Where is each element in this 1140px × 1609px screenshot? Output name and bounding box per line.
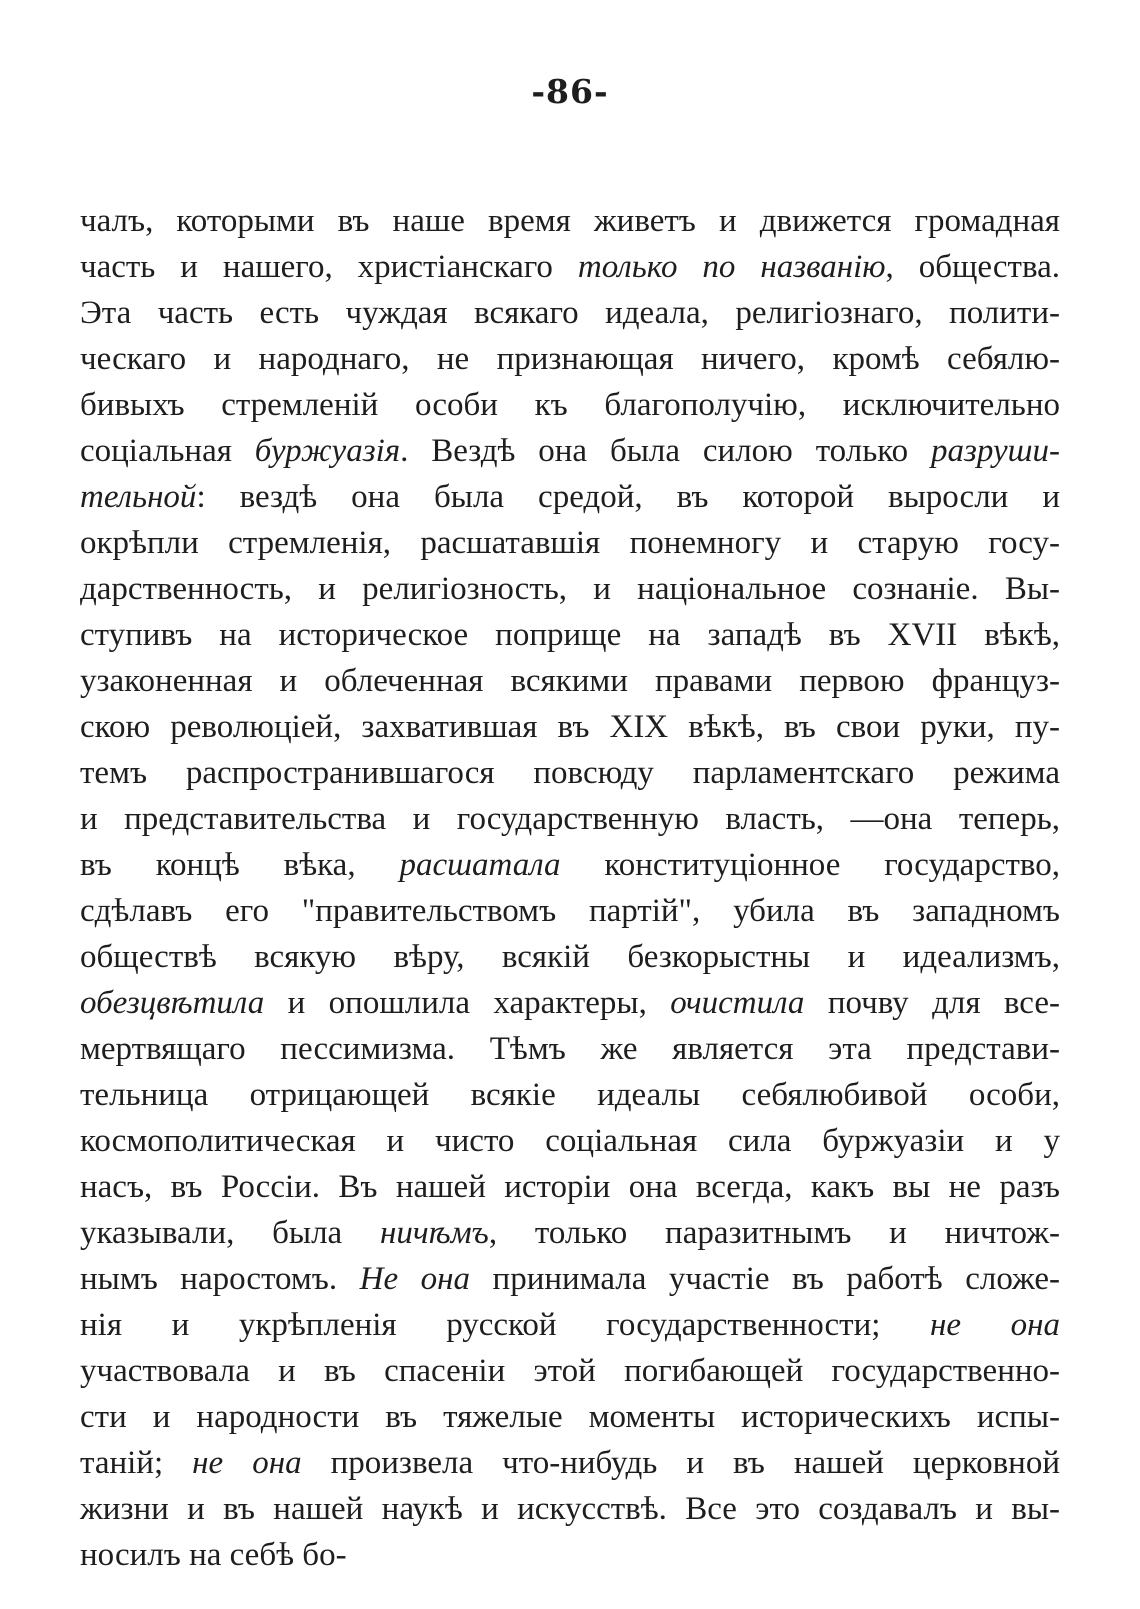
text-line <box>80 980 1060 1026</box>
text-segment: темъ распространившагося повсюду парламентскаго режима <box>80 755 1060 791</box>
text-segment: насъ, въ Россіи. Въ нашей исторіи она всегда, какъ вы не разъ <box>80 1169 1060 1205</box>
text-segment: мертвящаго пессимизма. Тѣмъ же является эта представи- <box>80 1031 1060 1067</box>
text-line <box>80 474 1060 520</box>
text-segment: въ концѣ вѣка, <box>80 847 400 883</box>
text-line <box>80 1486 1060 1532</box>
text-line <box>80 428 1060 474</box>
text-segment: дарственность, и религіозность, и національное сознаніе. Вы- <box>80 571 1060 607</box>
text-segment: жизни и въ нашей наукѣ и искусствѣ. Все это создавалъ и вы- <box>80 1491 1060 1527</box>
text-line <box>80 612 1060 658</box>
text-segment: и представительства и государственную власть, —она теперь, <box>80 801 1060 837</box>
page-number: -86- <box>531 72 609 111</box>
text-segment: принимала участіе въ работѣ сложе- <box>470 1261 1061 1297</box>
text-segment: космополитическая и чисто соціальная сила буржуазіи и у <box>80 1123 1060 1159</box>
text-segment: тельница отрицающей всякіе идеалы себялюбивой особи, <box>80 1077 1060 1113</box>
text-line <box>80 1348 1060 1394</box>
text-line <box>80 934 1060 980</box>
text-segment: нія и укрѣпленія русской государственности; <box>80 1307 931 1343</box>
text-line <box>80 290 1060 336</box>
text-line <box>80 1118 1060 1164</box>
text-segment: почву для все- <box>804 985 1060 1021</box>
italic-text: ничѣмъ <box>379 1215 489 1251</box>
italic-text: Не она <box>359 1261 471 1297</box>
text-segment: и опошлила характеры, <box>264 985 671 1021</box>
text-line <box>80 1164 1060 1210</box>
text-segment: . Вездѣ она была силою только <box>400 433 931 469</box>
text-segment: обществѣ всякую вѣру, всякій безкорыстны и идеализмъ, <box>80 939 1060 975</box>
body-text <box>80 198 1060 1578</box>
text-line <box>80 566 1060 612</box>
text-segment: , общества. <box>885 249 1060 285</box>
italic-text: разруши- <box>931 433 1060 469</box>
text-segment: бивыхъ стремленій особи къ благополучію, исключительно <box>80 387 1060 423</box>
italic-text: обезцвѣтила <box>80 985 265 1021</box>
text-line <box>80 1210 1060 1256</box>
text-segment: ступивъ на историческое поприще на западѣ въ XVII вѣкѣ, <box>80 617 1060 653</box>
text-segment: конституціонное государство, <box>560 847 1060 883</box>
text-segment: сдѣлавъ его "правительствомъ партій", убила въ западномъ <box>80 893 1060 929</box>
text-segment: соціальная <box>80 433 255 469</box>
text-segment: Эта часть есть чуждая всякаго идеала, религіознаго, полити- <box>80 295 1060 331</box>
text-segment: узаконенная и облеченная всякими правами первою француз- <box>80 663 1060 699</box>
text-segment: участвовала и въ спасеніи этой погибающей государственно- <box>80 1353 1060 1389</box>
italic-text: не она <box>930 1307 1061 1343</box>
text-line <box>80 382 1060 428</box>
text-segment: ческаго и народнаго, не признающая ничего, кромѣ себялю- <box>80 341 1060 377</box>
text-line <box>80 244 1060 290</box>
italic-text: только по названію <box>577 249 886 285</box>
text-segment: указывали, была <box>80 1215 380 1251</box>
text-line <box>80 520 1060 566</box>
text-line <box>80 1026 1060 1072</box>
text-segment: носилъ на себѣ бо- <box>80 1537 347 1573</box>
text-line <box>80 1302 1060 1348</box>
text-segment: произвела что-нибудь и въ нашей церковной <box>301 1445 1060 1481</box>
text-segment: чалъ, которыми въ наше время живетъ и движется громадная <box>80 203 1060 239</box>
text-segment: : вездѣ она была средой, въ которой выросли и <box>196 479 1060 515</box>
italic-text: расшатала <box>399 847 561 883</box>
text-line <box>80 842 1060 888</box>
italic-text: не она <box>192 1445 302 1481</box>
text-line <box>80 888 1060 934</box>
text-line <box>80 1532 1060 1578</box>
text-line <box>80 1072 1060 1118</box>
text-line <box>80 336 1060 382</box>
text-segment: часть и нашего, христіанскаго <box>80 249 578 285</box>
text-segment: таній; <box>80 1445 193 1481</box>
text-line <box>80 704 1060 750</box>
italic-text: буржуазія <box>254 433 401 469</box>
text-line <box>80 796 1060 842</box>
text-line <box>80 750 1060 796</box>
italic-text: тельной <box>80 479 197 515</box>
text-segment: окрѣпли стремленія, расшатавшія понемногу и старую госу- <box>80 525 1060 561</box>
text-segment: нымъ наростомъ. <box>80 1261 360 1297</box>
text-line <box>80 198 1060 244</box>
italic-text: очистила <box>670 985 805 1021</box>
text-segment: скою революціей, захватившая въ XIX вѣкѣ, въ свои руки, пу- <box>80 709 1060 745</box>
text-line <box>80 658 1060 704</box>
text-line <box>80 1256 1060 1302</box>
text-segment: сти и народности въ тяжелые моменты историческихъ испы- <box>80 1399 1060 1435</box>
text-line <box>80 1394 1060 1440</box>
text-line <box>80 1440 1060 1486</box>
text-segment: , только паразитнымъ и ничтож- <box>488 1215 1060 1251</box>
